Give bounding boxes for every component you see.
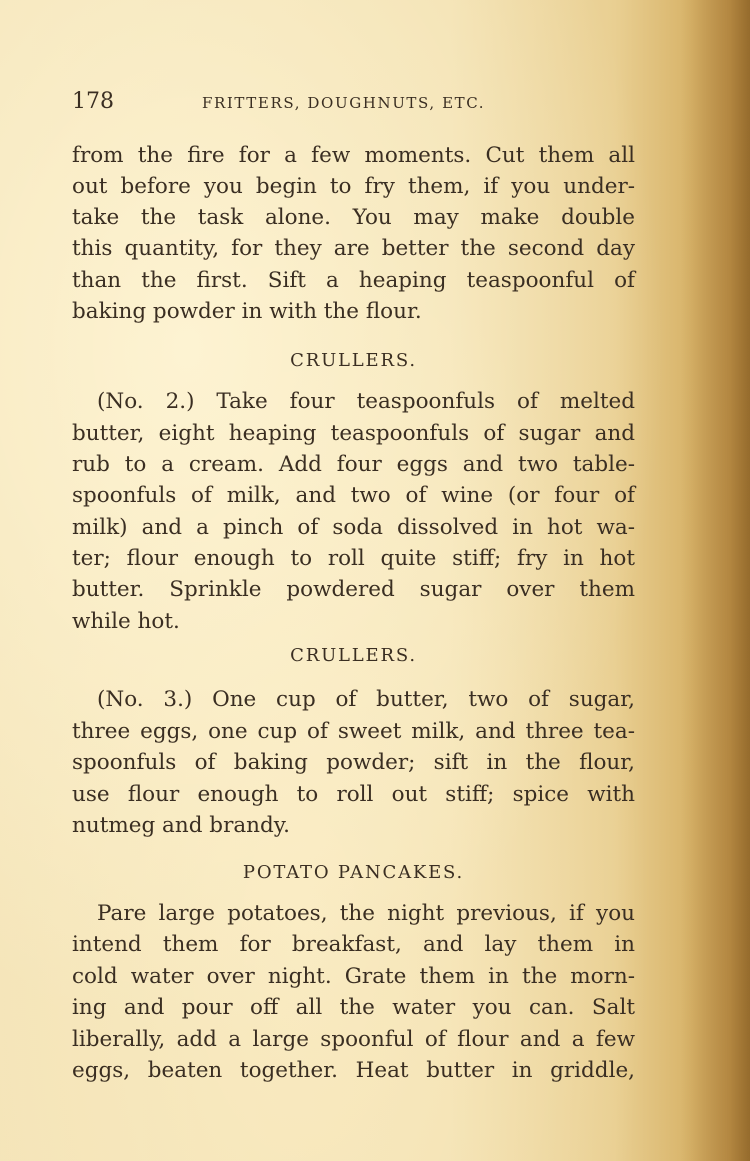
text-line: spoonfuls of milk, and two of wine (or four of xyxy=(72,483,635,508)
recipe-heading: CRULLERS. xyxy=(290,350,417,371)
text-line: intend them for breakfast, and lay them in xyxy=(72,932,635,957)
text-line: this quantity, for they are better the second day xyxy=(72,236,635,261)
text-line: nutmeg and brandy. xyxy=(72,813,290,838)
text-line: out before you begin to fry them, if you under- xyxy=(72,174,635,199)
text-line: liberally, add a large spoonful of flour and a few xyxy=(72,1027,635,1052)
recipe-heading: POTATO PANCAKES. xyxy=(242,862,465,883)
text-line: three eggs, one cup of sweet milk, and three tea- xyxy=(72,719,635,744)
text-line: use flour enough to roll out stiff; spice with xyxy=(72,782,635,807)
text-line: rub to a cream. Add four eggs and two table- xyxy=(72,452,635,477)
text-line: than the first. Sift a heaping teaspoonful of xyxy=(72,268,635,293)
text-line: (No. 3.) One cup of butter, two of sugar, xyxy=(97,687,635,712)
text-line: cold water over night. Grate them in the morn- xyxy=(72,964,635,989)
page-edge-shading xyxy=(680,0,750,1161)
recipe-heading: CRULLERS. xyxy=(290,645,417,666)
text-line: butter. Sprinkle powdered sugar over them xyxy=(72,577,635,602)
text-line: from the fire for a few moments. Cut them all xyxy=(72,143,635,168)
text-line: baking powder in with the flour. xyxy=(72,299,422,324)
page-header xyxy=(72,88,652,118)
running-head: FRITTERS, DOUGHNUTS, ETC. xyxy=(202,94,486,112)
text-line: take the task alone. You may make double xyxy=(72,205,635,230)
page-number: 178 xyxy=(72,89,114,114)
text-line: ter; flour enough to roll quite stiff; fry in hot xyxy=(72,546,635,571)
text-line: butter, eight heaping teaspoonfuls of sugar and xyxy=(72,421,635,446)
text-line: while hot. xyxy=(72,609,180,634)
text-line: milk) and a pinch of soda dissolved in hot wa- xyxy=(72,515,635,540)
text-line: (No. 2.) Take four teaspoonfuls of melted xyxy=(97,389,635,414)
text-line: eggs, beaten together. Heat butter in griddle, xyxy=(72,1058,635,1083)
text-line: spoonfuls of baking powder; sift in the flour, xyxy=(72,750,635,775)
text-line: ing and pour off all the water you can. Salt xyxy=(72,995,635,1020)
text-line: Pare large potatoes, the night previous, if you xyxy=(97,901,635,926)
